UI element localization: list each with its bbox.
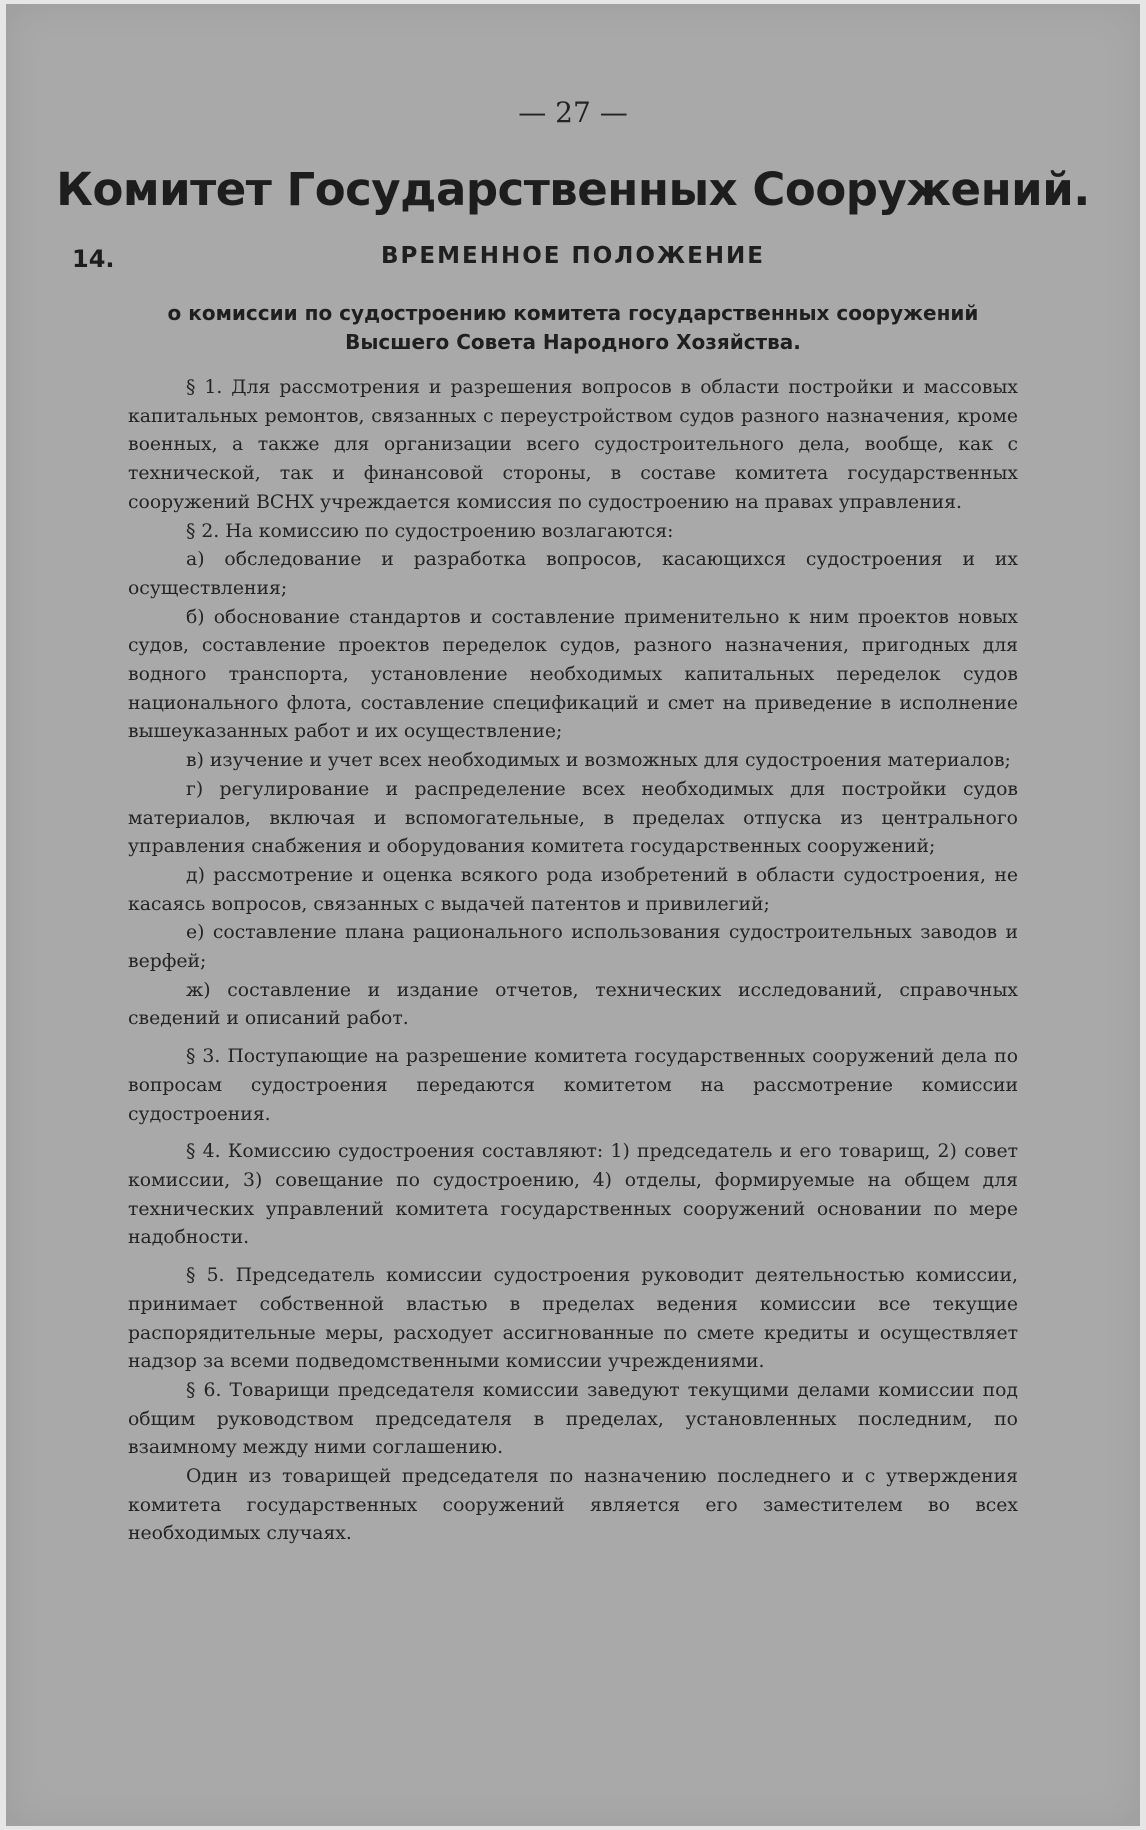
paragraph-item-v: в) изучение и учет всех необходимых и возможных для судостроения материалов;: [186, 750, 1011, 772]
paragraph-section-2: § 2. На комиссию по судостроению возлагаются:: [186, 520, 674, 542]
paragraph-item-e: е) составление плана рационального использования судостроительных заводов и верфей;: [128, 922, 1018, 973]
document-body: [128, 374, 1018, 1549]
paragraph-section-5: § 5. Председатель комиссии судостроения руководит деятельностью комиссии, принимает собственной властью в пределах ведения комиссии все текущие распорядительные меры, расходует ассигнованные по смете кредиты и осуществляет надзор за всеми подведомственными комиссии учреждениями.: [128, 1265, 1018, 1373]
paragraph-section-6: § 6. Товарищи председателя комиссии заведуют текущими делами комиссии под общим руководством председателя в пределах, установленных последним, по взаимному между ними соглашению.: [128, 1379, 1018, 1459]
page-number: — 27 —: [518, 96, 628, 129]
paragraph-section-6-continuation: Один из товарищей председателя по назначению последнего и с утверждения комитета государственных сооружений является его заместителем во всех необходимых случаях.: [128, 1466, 1018, 1545]
paragraph-item-a: а) обследование и разработка вопросов, касающихся судостроения и их осуществления;: [128, 549, 1018, 599]
document-subtitle: о комиссии по судостроению комитета государственных сооружений Высшего Совета Народного Хозяйства.: [167, 301, 979, 354]
paragraph-section-4: § 4. Комиссию судостроения составляют: 1) председатель и его товарищ, 2) совет комиссии, 3) совещание по судостроению, 4) отделы, формируемые на общем для технических управлений комитета государственных сооружений основании по мере надобности.: [128, 1141, 1018, 1249]
committee-title: Комитет Государственных Сооружений.: [56, 163, 1090, 216]
paragraph-item-b: б) обоснование стандартов и составление применительно к ним проектов новых судов, составление проектов переделок судов, разного назначения, пригодных для водного транспорта, установление необходимых капитальных переделок судов национального флота, составление спецификаций и смет на приведение в исполнение вышеуказанных работ и их осуществление;: [128, 606, 1018, 743]
paragraph-section-3: § 3. Поступающие на разрешение комитета государственных сооружений дела по вопросам судостроения передаются комитетом на рассмотрение комиссии судостроения.: [128, 1046, 1018, 1125]
paragraph-section-1: § 1. Для рассмотрения и разрешения вопросов в области постройки и массовых капитальных ремонтов, связанных с переустройством судов разного назначения, кроме военных, а также для организации всего судостроительного дела, вообще, как с технической, так и финансовой стороны, в составе комитета государственных сооружений ВСНХ учреждается комиссия по судостроению на правах управления.: [128, 377, 1018, 513]
document-title: ВРЕМЕННОЕ ПОЛОЖЕНИЕ: [381, 243, 765, 269]
paragraph-item-zh: ж) составление и издание отчетов, технических исследований, справочных сведений и описаний работ.: [128, 979, 1018, 1030]
document-number: 14.: [72, 245, 115, 273]
paragraph-item-d: д) рассмотрение и оценка всякого рода изобретений в области судостроения, не касаясь вопросов, связанных с выдачей патентов и привилегий;: [128, 864, 1018, 915]
paragraph-item-g: г) регулирование и распределение всех необходимых для постройки судов материалов, включая и вспомогательные, в пределах отпуска из центрального управления снабжения и оборудования комитета государственных сооружений;: [128, 778, 1018, 858]
